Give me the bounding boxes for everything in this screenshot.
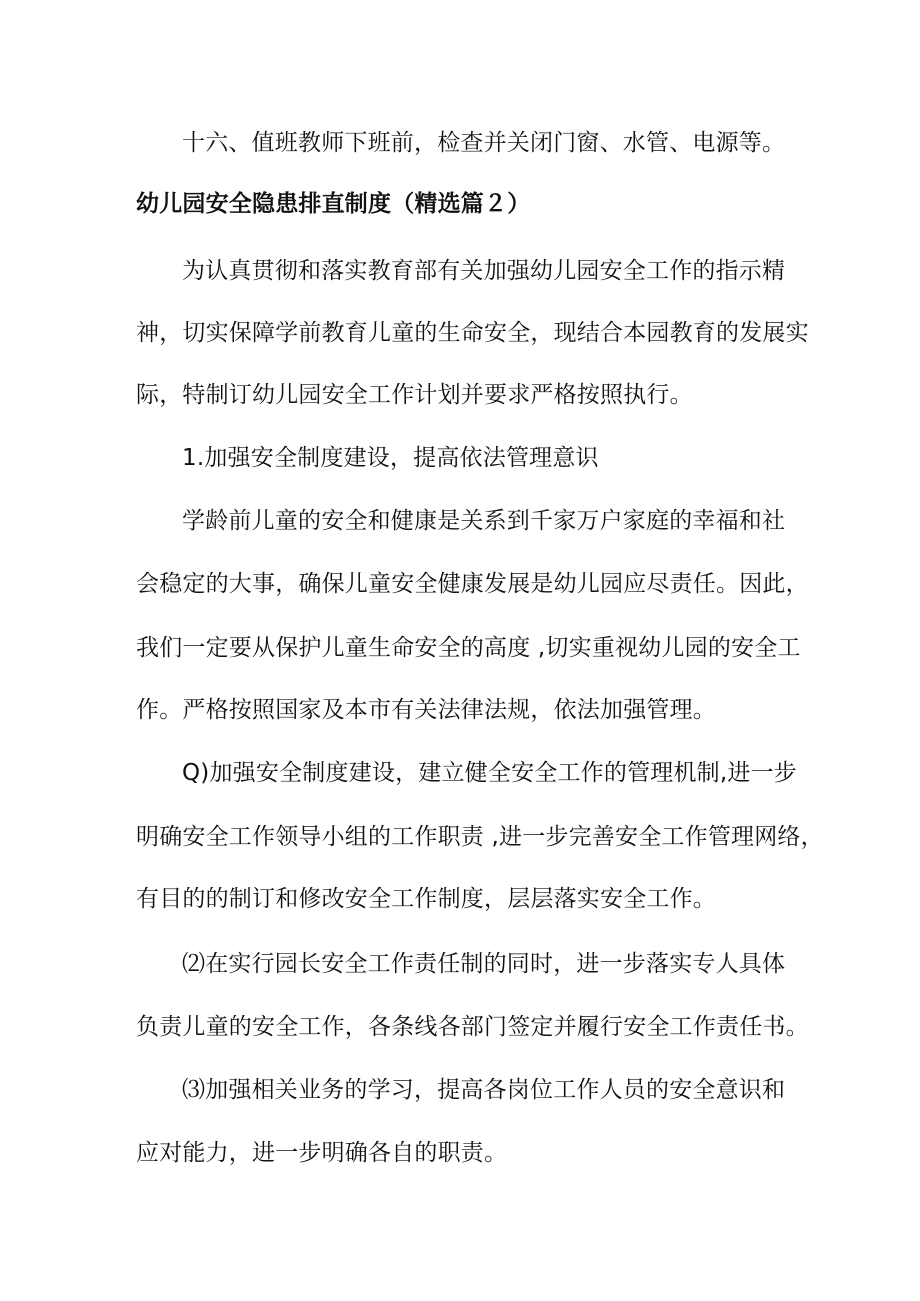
paragraph-line: 十六、值班教师下班前，检查并关闭门窗、水管、电源等。 xyxy=(182,130,786,156)
paragraph-line: 有目的的制订和修改安全工作制度，层层落实安全工作。 xyxy=(136,886,716,912)
paragraph-line: ⑶加强相关业务的学习，提高各岗位工作人员的安全意识和 xyxy=(182,1077,786,1103)
paragraph-line: 会稳定的大事，确保儿童安全健康发展是幼儿园应尽责任。因此， xyxy=(136,571,809,597)
paragraph-line: ⑵在实行园长安全工作责任制的同时，进一步落实专人具体 xyxy=(182,951,786,977)
section-heading: 幼儿园安全隐患排直制度（精选篇２） xyxy=(136,191,531,217)
subsection-heading: 1.加强安全制度建设，提高依法管理意识 xyxy=(182,445,599,471)
paragraph-line: 明确安全工作领导小组的工作职责 ,进一步完善安全工作管理网络， xyxy=(136,824,824,850)
paragraph-line: 作。严格按照国家及本市有关法律法规，依法加强管理。 xyxy=(136,697,716,723)
paragraph-line: 为认真贯彻和落实教育部有关加强幼儿园安全工作的指示精 xyxy=(182,258,786,284)
paragraph-line: 学龄前儿童的安全和健康是关系到千家万户家庭的幸福和社 xyxy=(182,508,786,534)
paragraph-line: 负责儿童的安全工作，各条线各部门签定并履行安全工作责任书。 xyxy=(136,1014,809,1040)
paragraph-line: 我们一定要从保护儿童生命安全的高度 ,切实重视幼儿园的安全工 xyxy=(136,635,801,661)
paragraph-line: 神，切实保障学前教育儿童的生命安全，现结合本园教育的发展实 xyxy=(136,320,809,346)
paragraph-line: Q)加强安全制度建设，建立健全安全工作的管理机制,进一步 xyxy=(182,760,797,786)
paragraph-line: 际，特制订幼儿园安全工作计划并要求严格按照执行。 xyxy=(136,382,693,408)
paragraph-line: 应对能力，进一步明确各自的职责。 xyxy=(136,1140,508,1166)
